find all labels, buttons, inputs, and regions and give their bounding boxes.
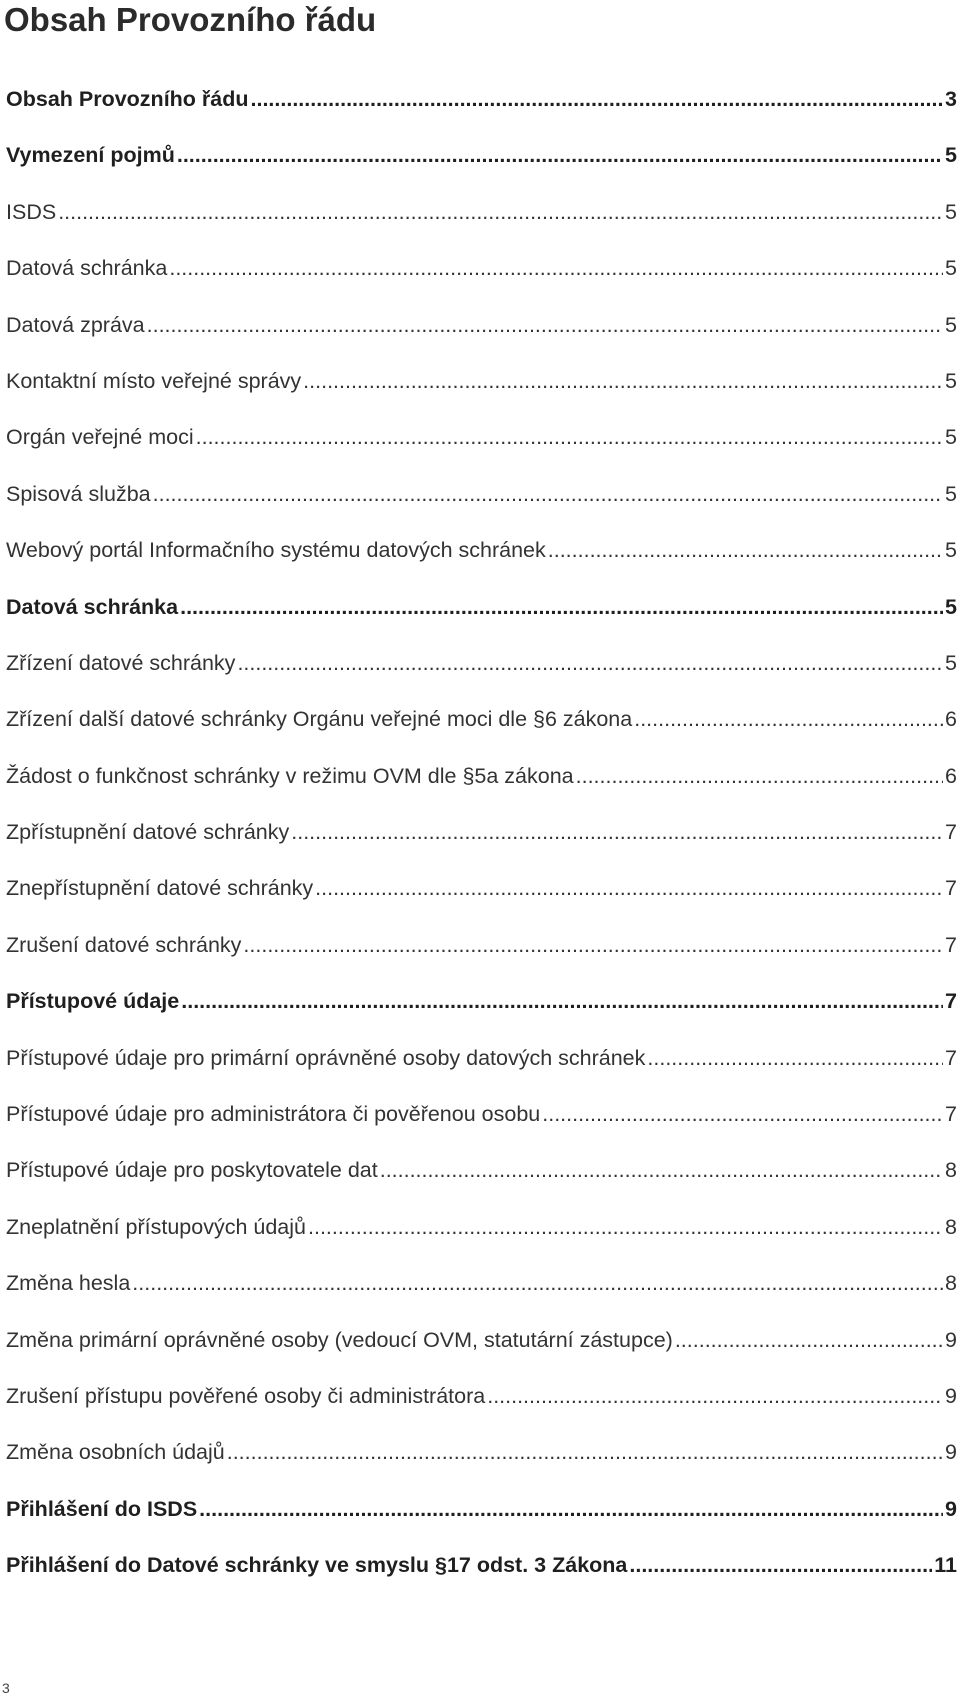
toc-entry[interactable] [6,932,957,988]
toc-leader-dots [251,86,944,112]
toc-entry-page: 5 [945,538,957,563]
toc-entry-label: Zneplatnění přístupových údajů [6,1214,307,1239]
toc-entry[interactable] [6,481,957,537]
toc-leader-dots [227,1439,943,1465]
toc-leader-dots [308,1214,943,1240]
toc-entry-page: 9 [945,1440,957,1465]
toc-leader-dots [647,1045,943,1071]
toc-entry-page: 5 [945,368,957,393]
toc-entry-page: 7 [945,989,957,1014]
toc-entry-label: Datová schránka [6,594,179,619]
toc-entry-label: Změna hesla [6,1271,131,1296]
toc-entry[interactable] [6,1439,957,1495]
toc-leader-dots [180,594,943,620]
toc-entry-label: Obsah Provozního řádu [6,87,249,111]
toc-leader-dots [243,932,943,958]
toc-entry-page: 9 [945,1496,957,1521]
toc-entry-page: 5 [945,650,957,675]
toc-leader-dots [548,537,943,563]
toc-entry[interactable] [6,1101,957,1157]
toc-entry-label: Webový portál Informačního systému datových schránek [6,538,546,563]
toc-entry[interactable] [6,199,957,255]
toc-entry-page: 9 [945,1327,957,1352]
toc-leader-dots [303,368,943,394]
toc-entry-page: 7 [945,876,957,901]
toc-entry[interactable] [6,86,957,142]
toc-entry[interactable] [6,1552,957,1608]
toc-entry-label: ISDS [6,199,57,224]
toc-leader-dots [153,481,943,507]
toc-leader-dots [177,142,943,168]
toc-leader-dots [487,1383,943,1409]
toc-entry-label: Vymezení pojmů [6,143,175,168]
toc-entry-page: 5 [945,143,957,168]
toc-entry-label: Přihlášení do Datové schránky ve smyslu §17 odst. 3 Zákona [6,1553,628,1578]
toc-entry-page: 5 [945,594,957,619]
toc-entry[interactable] [6,1496,957,1552]
toc-entry-label: Kontaktní místo veřejné správy [6,368,302,393]
page-title: Obsah Provozního řádu [4,1,377,38]
toc-entry[interactable] [6,368,957,424]
toc-entry[interactable] [6,1327,957,1383]
toc-entry[interactable] [6,1214,957,1270]
toc-entry-page: 11 [934,1553,957,1578]
toc-entry[interactable] [6,763,957,819]
toc-entry-page: 5 [945,199,957,224]
toc-leader-dots [196,424,943,450]
toc-entry-label: Přístupové údaje pro poskytovatele dat [6,1158,378,1183]
toc-entry-page: 9 [945,1383,957,1408]
toc-entry-page: 5 [945,425,957,450]
toc-leader-dots [58,199,943,225]
toc-entry[interactable] [6,706,957,762]
toc-entry-page: 8 [945,1158,957,1183]
toc-entry-label: Datová schránka [6,256,168,281]
toc-leader-dots [169,255,943,281]
toc-entry-page: 7 [945,820,957,845]
toc-entry[interactable] [6,1270,957,1326]
toc-entry-label: Změna osobních údajů [6,1440,225,1465]
toc-entry-page: 7 [945,1102,957,1127]
toc-leader-dots [291,819,943,845]
toc-entry-page: 8 [945,1214,957,1239]
toc-leader-dots [181,988,943,1014]
toc-entry-label: Znepřístupnění datové schránky [6,876,314,901]
toc-entry-label: Zřízení datové schránky [6,650,236,675]
toc-leader-dots [132,1270,943,1296]
toc-entry-page: 6 [945,707,957,732]
toc-entry-label: Změna primární oprávněné osoby (vedoucí OVM, statutární zástupce) [6,1327,673,1352]
toc-leader-dots [237,650,943,676]
toc-entry-page: 7 [945,932,957,957]
page-number: 3 [2,1680,10,1696]
toc-entry-page: 5 [945,256,957,281]
table-of-contents [6,86,957,1609]
toc-entry-label: Přihlášení do ISDS [6,1496,198,1521]
toc-entry[interactable] [6,650,957,706]
toc-entry-label: Zpřístupnění datové schránky [6,820,290,845]
toc-entry-label: Přístupové údaje pro administrátora či pověřenou osobu [6,1102,541,1127]
toc-entry-page: 8 [945,1271,957,1296]
toc-entry[interactable] [6,819,957,875]
toc-entry-label: Přístupové údaje pro primární oprávněné osoby datových schránek [6,1045,646,1070]
toc-leader-dots [199,1496,943,1522]
toc-leader-dots [542,1101,943,1127]
toc-entry[interactable] [6,988,957,1044]
toc-entry-label: Přístupové údaje [6,989,180,1014]
toc-leader-dots [147,312,943,338]
toc-entry[interactable] [6,875,957,931]
toc-entry-page: 3 [945,87,957,111]
toc-entry-label: Orgán veřejné moci [6,425,194,450]
toc-entry[interactable] [6,1383,957,1439]
toc-entry[interactable] [6,1157,957,1213]
toc-entry[interactable] [6,537,957,593]
toc-entry-page: 5 [945,312,957,337]
toc-entry-label: Zrušení přístupu pověřené osoby či administrátora [6,1383,486,1408]
toc-leader-dots [634,706,943,732]
toc-entry[interactable] [6,424,957,480]
toc-entry-page: 6 [945,763,957,788]
toc-entry-label: Spisová služba [6,481,151,506]
toc-leader-dots [576,763,943,789]
toc-entry[interactable] [6,142,957,198]
toc-entry-label: Žádost o funkčnost schránky v režimu OVM dle §5a zákona [6,763,574,788]
toc-leader-dots [675,1327,943,1353]
toc-entry[interactable] [6,312,957,368]
toc-entry-label: Zřízení další datové schránky Orgánu veřejné moci dle §6 zákona [6,707,633,732]
toc-leader-dots [629,1552,932,1578]
toc-entry[interactable] [6,594,957,650]
toc-entry-label: Datová zpráva [6,312,145,337]
toc-leader-dots [315,875,943,901]
toc-entry[interactable] [6,255,957,311]
toc-entry-label: Zrušení datové schránky [6,932,242,957]
toc-entry[interactable] [6,1045,957,1101]
toc-entry-page: 7 [945,1045,957,1070]
toc-leader-dots [380,1157,943,1183]
toc-entry-page: 5 [945,481,957,506]
